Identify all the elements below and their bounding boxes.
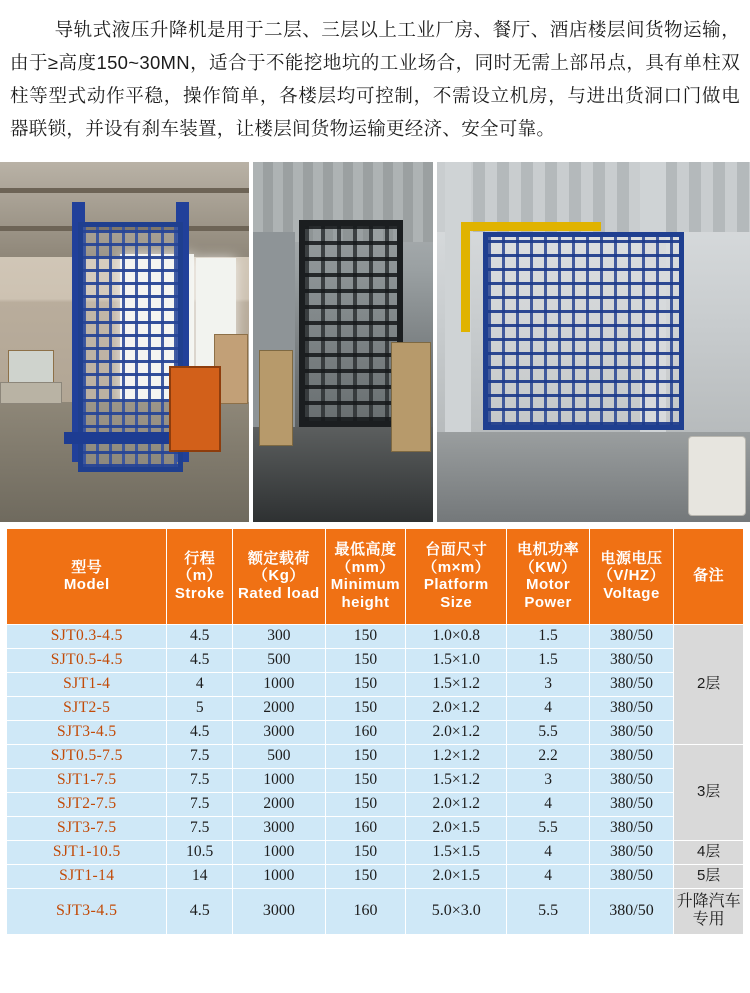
cell-height: 150 <box>325 744 405 768</box>
cell-model: SJT1-10.5 <box>7 840 167 864</box>
th-remark-cn: 备注 <box>693 567 725 585</box>
cell-size: 2.0×1.2 <box>406 720 507 744</box>
cell-stroke: 4.5 <box>167 888 232 934</box>
cell-model: SJT3-4.5 <box>7 720 167 744</box>
cell-remark: 5层 <box>674 864 744 888</box>
product-photo-strip <box>0 162 750 522</box>
table-row <box>7 816 744 840</box>
cell-height: 150 <box>325 864 405 888</box>
cell-voltage: 380/50 <box>589 840 673 864</box>
cell-load: 3000 <box>232 888 325 934</box>
cell-load: 500 <box>232 744 325 768</box>
cell-model: SJT2-7.5 <box>7 792 167 816</box>
cell-size: 2.0×1.5 <box>406 864 507 888</box>
cell-remark: 3层 <box>674 744 744 840</box>
th-rated-load <box>232 528 325 624</box>
th-stroke-cn2: （m） <box>177 567 223 585</box>
cell-stroke: 7.5 <box>167 768 232 792</box>
table-row <box>7 720 744 744</box>
th-stroke-en: Stroke <box>174 584 225 602</box>
cell-voltage: 380/50 <box>589 792 673 816</box>
cell-height: 150 <box>325 840 405 864</box>
cell-power: 5.5 <box>507 816 589 840</box>
th-load-cn2: （Kg） <box>252 567 305 585</box>
cell-height: 160 <box>325 888 405 934</box>
table-row <box>7 672 744 696</box>
photo-warehouse-blue-guide-rail-lift <box>0 162 249 522</box>
cell-size: 2.0×1.2 <box>406 696 507 720</box>
intro-paragraph <box>0 0 750 156</box>
table-row <box>7 744 744 768</box>
cell-load: 1000 <box>232 864 325 888</box>
cell-voltage: 380/50 <box>589 816 673 840</box>
table-row <box>7 888 744 934</box>
cell-load: 1000 <box>232 768 325 792</box>
cell-height: 150 <box>325 672 405 696</box>
th-model <box>7 528 167 624</box>
cell-height: 150 <box>325 792 405 816</box>
intro-text: 导轨式液压升降机是用于二层、三层以上工业厂房、餐厅、酒店楼层间货物运输，由于≥高度150~30MN，适合于不能挖地坑的工业场合，同时无需上部吊点，具有单柱双柱等型式动作平稳，操作简单，各楼层均可控制，不需设立机房，与进出货洞口门做电器联锁，并设有刹车装置，让楼层间货物运输更经济、安全可靠。 <box>10 19 740 139</box>
cell-remark: 升降汽车专用 <box>674 888 744 934</box>
cell-load: 1000 <box>232 672 325 696</box>
cell-voltage: 380/50 <box>589 672 673 696</box>
cell-remark: 2层 <box>674 624 744 744</box>
cell-size: 1.5×1.0 <box>406 648 507 672</box>
table-row <box>7 696 744 720</box>
cell-power: 3 <box>507 672 589 696</box>
cell-stroke: 7.5 <box>167 792 232 816</box>
cell-voltage: 380/50 <box>589 888 673 934</box>
cell-model: SJT3-4.5 <box>7 888 167 934</box>
cell-model: SJT0.5-7.5 <box>7 744 167 768</box>
cell-power: 2.2 <box>507 744 589 768</box>
th-remark <box>674 528 744 624</box>
cell-stroke: 10.5 <box>167 840 232 864</box>
th-voltage-cn1: 电源电压 <box>600 550 663 568</box>
th-power-cn2: （KW） <box>519 558 577 576</box>
cell-model: SJT2-5 <box>7 696 167 720</box>
cell-size: 1.2×1.2 <box>406 744 507 768</box>
cell-voltage: 380/50 <box>589 768 673 792</box>
cell-voltage: 380/50 <box>589 744 673 768</box>
cell-size: 1.0×0.8 <box>406 624 507 648</box>
cell-voltage: 380/50 <box>589 696 673 720</box>
th-model-en: Model <box>63 576 110 594</box>
cell-model: SJT1-4 <box>7 672 167 696</box>
th-voltage <box>589 528 673 624</box>
th-height-en: Minimum height <box>330 576 401 611</box>
cell-power: 1.5 <box>507 648 589 672</box>
cell-load: 3000 <box>232 720 325 744</box>
cell-stroke: 4.5 <box>167 720 232 744</box>
cell-height: 150 <box>325 648 405 672</box>
cell-model: SJT1-14 <box>7 864 167 888</box>
table-body <box>7 624 744 934</box>
table-row <box>7 648 744 672</box>
th-minimum-height <box>325 528 405 624</box>
table-row <box>7 624 744 648</box>
th-power-en: Motor Power <box>524 576 572 611</box>
cell-voltage: 380/50 <box>589 864 673 888</box>
th-size-cn2: （m×m） <box>422 558 491 576</box>
th-voltage-cn2: （V/HZ） <box>597 567 666 585</box>
th-height-cn1: 最低高度 <box>334 541 397 559</box>
cell-power: 4 <box>507 696 589 720</box>
cell-voltage: 380/50 <box>589 648 673 672</box>
cell-power: 4 <box>507 840 589 864</box>
cell-model: SJT1-7.5 <box>7 768 167 792</box>
cell-stroke: 7.5 <box>167 816 232 840</box>
cell-load: 1000 <box>232 840 325 864</box>
cell-height: 160 <box>325 720 405 744</box>
table-row <box>7 768 744 792</box>
th-stroke-cn1: 行程 <box>184 550 216 568</box>
cell-height: 150 <box>325 624 405 648</box>
cell-size: 2.0×1.5 <box>406 816 507 840</box>
cell-stroke: 7.5 <box>167 744 232 768</box>
cell-height: 160 <box>325 816 405 840</box>
cell-voltage: 380/50 <box>589 624 673 648</box>
th-stroke <box>167 528 232 624</box>
th-motor-power <box>507 528 589 624</box>
cell-height: 150 <box>325 768 405 792</box>
table-row <box>7 840 744 864</box>
cell-power: 5.5 <box>507 888 589 934</box>
photo-indoor-dark-cargo-lift <box>253 162 433 522</box>
cell-voltage: 380/50 <box>589 720 673 744</box>
th-size-cn1: 台面尺寸 <box>425 541 488 559</box>
th-platform-size <box>406 528 507 624</box>
cell-load: 3000 <box>232 816 325 840</box>
cell-size: 1.5×1.2 <box>406 768 507 792</box>
cell-size: 1.5×1.2 <box>406 672 507 696</box>
cell-stroke: 5 <box>167 696 232 720</box>
cell-power: 5.5 <box>507 720 589 744</box>
cell-model: SJT3-7.5 <box>7 816 167 840</box>
cell-size: 5.0×3.0 <box>406 888 507 934</box>
cell-power: 4 <box>507 792 589 816</box>
cell-load: 500 <box>232 648 325 672</box>
cell-power: 4 <box>507 864 589 888</box>
cell-size: 1.5×1.5 <box>406 840 507 864</box>
th-size-en: Platform Size <box>423 576 489 611</box>
th-height-cn2: （mm） <box>336 558 395 576</box>
cell-load: 2000 <box>232 696 325 720</box>
th-load-cn1: 额定载荷 <box>247 550 310 568</box>
table-row <box>7 864 744 888</box>
cell-model: SJT0.5-4.5 <box>7 648 167 672</box>
specification-table <box>6 528 744 935</box>
cell-power: 3 <box>507 768 589 792</box>
table-row <box>7 792 744 816</box>
cell-power: 1.5 <box>507 624 589 648</box>
th-load-en: Rated load <box>238 584 320 602</box>
cell-model: SJT0.3-4.5 <box>7 624 167 648</box>
cell-stroke: 4 <box>167 672 232 696</box>
th-voltage-en: Voltage <box>603 584 660 602</box>
cell-stroke: 14 <box>167 864 232 888</box>
th-power-cn1: 电机功率 <box>517 541 580 559</box>
table-header-row <box>7 528 744 624</box>
cell-stroke: 4.5 <box>167 648 232 672</box>
cell-stroke: 4.5 <box>167 624 232 648</box>
cell-remark: 4层 <box>674 840 744 864</box>
cell-load: 2000 <box>232 792 325 816</box>
th-model-cn: 型号 <box>71 558 103 576</box>
cell-load: 300 <box>232 624 325 648</box>
cell-size: 2.0×1.2 <box>406 792 507 816</box>
photo-outdoor-blue-cargo-lift <box>437 162 750 522</box>
cell-height: 150 <box>325 696 405 720</box>
